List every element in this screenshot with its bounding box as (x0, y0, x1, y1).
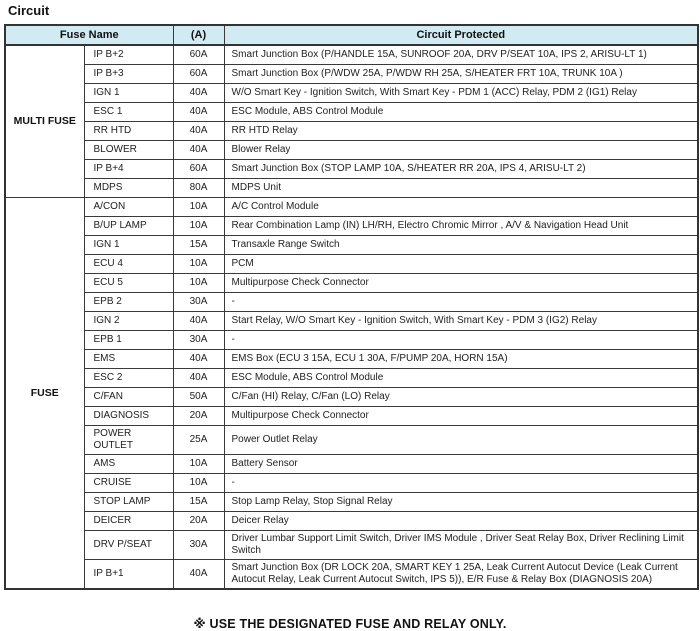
amperage-cell: 10A (173, 273, 224, 292)
table-row (5, 197, 698, 216)
fuse-name-cell: IGN 2 (84, 311, 173, 330)
circuit-protected-cell: PCM (224, 254, 698, 273)
amperage-cell: 60A (173, 159, 224, 178)
fuse-name-cell: C/FAN (84, 387, 173, 406)
column-header-fuse-name: Fuse Name (5, 25, 173, 45)
fuse-name-cell: STOP LAMP (84, 492, 173, 511)
fuse-name-cell: ECU 4 (84, 254, 173, 273)
amperage-cell: 40A (173, 368, 224, 387)
table-row (5, 406, 698, 425)
amperage-cell: 10A (173, 216, 224, 235)
table-row (5, 273, 698, 292)
table-row (5, 454, 698, 473)
circuit-protected-cell: - (224, 292, 698, 311)
fuse-name-cell: DIAGNOSIS (84, 406, 173, 425)
fuse-name-cell: A/CON (84, 197, 173, 216)
amperage-cell: 30A (173, 292, 224, 311)
manual-page (0, 3, 700, 631)
circuit-protected-cell: C/Fan (HI) Relay, C/Fan (LO) Relay (224, 387, 698, 406)
fuse-group-label: FUSE (5, 197, 84, 589)
table-row (5, 425, 698, 454)
circuit-protected-cell: Battery Sensor (224, 454, 698, 473)
amperage-cell: 40A (173, 559, 224, 589)
table-row (5, 349, 698, 368)
table-row (5, 102, 698, 121)
header-row (5, 25, 698, 45)
fuse-name-cell: EPB 2 (84, 292, 173, 311)
table-row (5, 140, 698, 159)
fuse-name-cell: EMS (84, 349, 173, 368)
fuse-name-cell: POWER OUTLET (84, 425, 173, 454)
amperage-cell: 40A (173, 83, 224, 102)
fuse-group-label: MULTI FUSE (5, 45, 84, 197)
table-row (5, 330, 698, 349)
table-row (5, 530, 698, 559)
fuse-name-cell: AMS (84, 454, 173, 473)
circuit-protected-cell: Smart Junction Box (P/WDW 25A, P/WDW RH 25A, S/HEATER FRT 10A, TRUNK 10A ) (224, 64, 698, 83)
amperage-cell: 10A (173, 197, 224, 216)
amperage-cell: 50A (173, 387, 224, 406)
table-row (5, 254, 698, 273)
circuit-protected-cell: Stop Lamp Relay, Stop Signal Relay (224, 492, 698, 511)
circuit-protected-cell: ESC Module, ABS Control Module (224, 102, 698, 121)
circuit-protected-cell: RR HTD Relay (224, 121, 698, 140)
amperage-cell: 40A (173, 140, 224, 159)
amperage-cell: 10A (173, 473, 224, 492)
table-row (5, 387, 698, 406)
circuit-protected-cell: Start Relay, W/O Smart Key - Ignition Switch, With Smart Key - PDM 3 (IG2) Relay (224, 311, 698, 330)
circuit-protected-cell: Blower Relay (224, 140, 698, 159)
fuse-name-cell: ESC 2 (84, 368, 173, 387)
amperage-cell: 60A (173, 64, 224, 83)
designated-fuse-footnote: ※ USE THE DESIGNATED FUSE AND RELAY ONLY. (193, 616, 507, 631)
amperage-cell: 25A (173, 425, 224, 454)
table-row (5, 45, 698, 64)
amperage-cell: 20A (173, 511, 224, 530)
circuit-protected-cell: Smart Junction Box (STOP LAMP 10A, S/HEATER RR 20A, IPS 4, ARISU-LT 2) (224, 159, 698, 178)
table-row (5, 235, 698, 254)
amperage-cell: 40A (173, 349, 224, 368)
amperage-cell: 10A (173, 254, 224, 273)
fuse-name-cell: CRUISE (84, 473, 173, 492)
table-row (5, 492, 698, 511)
table-row (5, 64, 698, 83)
amperage-cell: 60A (173, 45, 224, 64)
table-row (5, 559, 698, 589)
table-row (5, 511, 698, 530)
table-row (5, 216, 698, 235)
fuse-name-cell: ESC 1 (84, 102, 173, 121)
fuse-name-cell: RR HTD (84, 121, 173, 140)
circuit-protected-cell: Multipurpose Check Connector (224, 406, 698, 425)
table-row (5, 83, 698, 102)
circuit-protected-cell: ESC Module, ABS Control Module (224, 368, 698, 387)
circuit-protected-cell: A/C Control Module (224, 197, 698, 216)
table-row (5, 178, 698, 197)
amperage-cell: 30A (173, 530, 224, 559)
amperage-cell: 40A (173, 102, 224, 121)
circuit-protected-cell: Power Outlet Relay (224, 425, 698, 454)
fuse-name-cell: B/UP LAMP (84, 216, 173, 235)
table-row (5, 473, 698, 492)
fuse-name-cell: IP B+1 (84, 559, 173, 589)
amperage-cell: 30A (173, 330, 224, 349)
fuse-name-cell: DEICER (84, 511, 173, 530)
circuit-protected-cell: MDPS Unit (224, 178, 698, 197)
fuse-name-cell: EPB 1 (84, 330, 173, 349)
fuse-table (4, 24, 699, 590)
circuit-protected-cell: Rear Combination Lamp (IN) LH/RH, Electro Chromic Mirror , A/V & Navigation Head Unit (224, 216, 698, 235)
fuse-table-header (5, 25, 698, 45)
amperage-cell: 15A (173, 492, 224, 511)
fuse-table-body (5, 45, 698, 589)
table-row (5, 368, 698, 387)
table-row (5, 121, 698, 140)
circuit-protected-cell: Smart Junction Box (P/HANDLE 15A, SUNROOF 20A, DRV P/SEAT 10A, IPS 2, ARISU-LT 1) (224, 45, 698, 64)
table-row (5, 292, 698, 311)
fuse-name-cell: MDPS (84, 178, 173, 197)
table-row (5, 311, 698, 330)
fuse-name-cell: ECU 5 (84, 273, 173, 292)
amperage-cell: 20A (173, 406, 224, 425)
circuit-protected-cell: Smart Junction Box (DR LOCK 20A, SMART KEY 1 25A, Leak Current Autocut Device (Leak Current Autocut Relay, Leak Current Autocut Switch, IPS 5)), E/R Fuse & Relay Box (DIAGNOSIS 20A) (224, 559, 698, 589)
circuit-protected-cell: - (224, 473, 698, 492)
amperage-cell: 40A (173, 311, 224, 330)
fuse-name-cell: DRV P/SEAT (84, 530, 173, 559)
amperage-cell: 10A (173, 454, 224, 473)
fuse-name-cell: IGN 1 (84, 83, 173, 102)
fuse-name-cell: IP B+4 (84, 159, 173, 178)
fuse-name-cell: IGN 1 (84, 235, 173, 254)
column-header-amperage: (A) (173, 25, 224, 45)
amperage-cell: 15A (173, 235, 224, 254)
fuse-name-cell: IP B+3 (84, 64, 173, 83)
amperage-cell: 80A (173, 178, 224, 197)
circuit-protected-cell: Deicer Relay (224, 511, 698, 530)
column-header-circuit-protected: Circuit Protected (224, 25, 698, 45)
circuit-protected-cell: EMS Box (ECU 3 15A, ECU 1 30A, F/PUMP 20A, HORN 15A) (224, 349, 698, 368)
circuit-protected-cell: Driver Lumbar Support Limit Switch, Driver IMS Module , Driver Seat Relay Box, Driver Reclining Limit Switch (224, 530, 698, 559)
amperage-cell: 40A (173, 121, 224, 140)
table-row (5, 159, 698, 178)
circuit-protected-cell: Transaxle Range Switch (224, 235, 698, 254)
circuit-protected-cell: W/O Smart Key - Ignition Switch, With Smart Key - PDM 1 (ACC) Relay, PDM 2 (IG1) Relay (224, 83, 698, 102)
circuit-protected-cell: Multipurpose Check Connector (224, 273, 698, 292)
page-title: Circuit (8, 3, 50, 18)
fuse-name-cell: BLOWER (84, 140, 173, 159)
circuit-protected-cell: - (224, 330, 698, 349)
fuse-name-cell: IP B+2 (84, 45, 173, 64)
